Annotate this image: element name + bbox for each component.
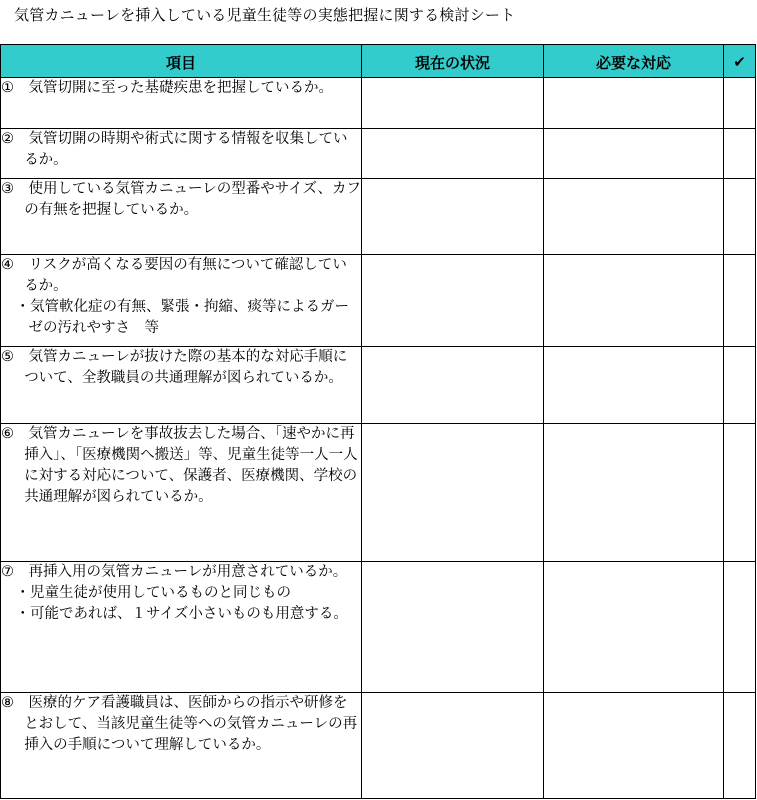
item-cell bbox=[1, 562, 362, 693]
required-action-cell[interactable] bbox=[544, 78, 724, 129]
item-text: ② 気管切開の時期や術式に関する情報を収集しているか。 bbox=[1, 131, 348, 168]
required-action-cell[interactable] bbox=[544, 562, 724, 693]
item-cell bbox=[1, 424, 362, 562]
check-cell[interactable] bbox=[724, 562, 756, 693]
table-row bbox=[1, 693, 756, 799]
item-text: ④ リスクが高くなる要因の有無について確認しているか。 bbox=[1, 257, 347, 294]
check-cell[interactable] bbox=[724, 255, 756, 347]
item-cell bbox=[1, 347, 362, 424]
check-cell[interactable] bbox=[724, 424, 756, 562]
check-cell[interactable] bbox=[724, 129, 756, 179]
check-cell[interactable] bbox=[724, 347, 756, 424]
current-status-cell[interactable] bbox=[362, 347, 544, 424]
header-check: ✔ bbox=[724, 45, 756, 78]
current-status-cell[interactable] bbox=[362, 78, 544, 129]
item-cell bbox=[1, 255, 362, 347]
item-cell bbox=[1, 179, 362, 255]
header-required-action: 必要な対応 bbox=[544, 45, 724, 78]
header-item: 項目 bbox=[1, 45, 362, 78]
item-text: ⑦ 再挿入用の気管カニューレが用意されているか。 bbox=[1, 564, 348, 580]
table-row bbox=[1, 179, 756, 255]
check-cell[interactable] bbox=[724, 179, 756, 255]
item-bullet: ・気管軟化症の有無、緊張・拘縮、痰等によるガーゼの汚れやすさ 等 bbox=[15, 299, 349, 336]
item-text: ⑥ 気管カニューレを事故抜去した場合、「速やかに再挿入」、「医療機関へ搬送」等、児童生徒等一人一人に対する対応について、保護者、医療機関、学校の共通理解が図られているか。 bbox=[1, 426, 358, 505]
table-row bbox=[1, 424, 756, 562]
required-action-cell[interactable] bbox=[544, 255, 724, 347]
item-text: ⑧ 医療的ケア看護職員は、医師からの指示や研修をとおして、当該児童生徒等への気管カニューレの再挿入の手順について理解しているか。 bbox=[1, 695, 358, 753]
table-row bbox=[1, 255, 756, 347]
current-status-cell[interactable] bbox=[362, 179, 544, 255]
item-text: ③ 使用している気管カニューレの型番やサイズ、カフの有無を把握しているか。 bbox=[1, 181, 361, 218]
item-bullet: ・児童生徒が使用しているものと同じもの bbox=[15, 585, 291, 601]
checklist-table bbox=[0, 44, 756, 799]
header-row bbox=[1, 45, 756, 78]
header-current-status: 現在の状況 bbox=[362, 45, 544, 78]
current-status-cell[interactable] bbox=[362, 255, 544, 347]
item-text: ① 気管切開に至った基礎疾患を把握しているか。 bbox=[1, 80, 333, 96]
current-status-cell[interactable] bbox=[362, 562, 544, 693]
table-row bbox=[1, 129, 756, 179]
table-row bbox=[1, 78, 756, 129]
check-cell[interactable] bbox=[724, 78, 756, 129]
sheet-title: 気管カニューレを挿入している児童生徒等の実態把握に関する検討シート bbox=[14, 6, 516, 24]
current-status-cell[interactable] bbox=[362, 693, 544, 799]
table-row bbox=[1, 562, 756, 693]
required-action-cell[interactable] bbox=[544, 693, 724, 799]
item-cell bbox=[1, 129, 362, 179]
item-bullet: ・可能であれば、１サイズ小さいものも用意する。 bbox=[15, 606, 348, 622]
required-action-cell[interactable] bbox=[544, 179, 724, 255]
required-action-cell[interactable] bbox=[544, 347, 724, 424]
item-cell bbox=[1, 693, 362, 799]
table-row bbox=[1, 347, 756, 424]
current-status-cell[interactable] bbox=[362, 424, 544, 562]
required-action-cell[interactable] bbox=[544, 129, 724, 179]
check-cell[interactable] bbox=[724, 693, 756, 799]
item-cell bbox=[1, 78, 362, 129]
required-action-cell[interactable] bbox=[544, 424, 724, 562]
current-status-cell[interactable] bbox=[362, 129, 544, 179]
item-text: ⑤ 気管カニューレが抜けた際の基本的な対応手順について、全教職員の共通理解が図られているか。 bbox=[1, 349, 348, 386]
